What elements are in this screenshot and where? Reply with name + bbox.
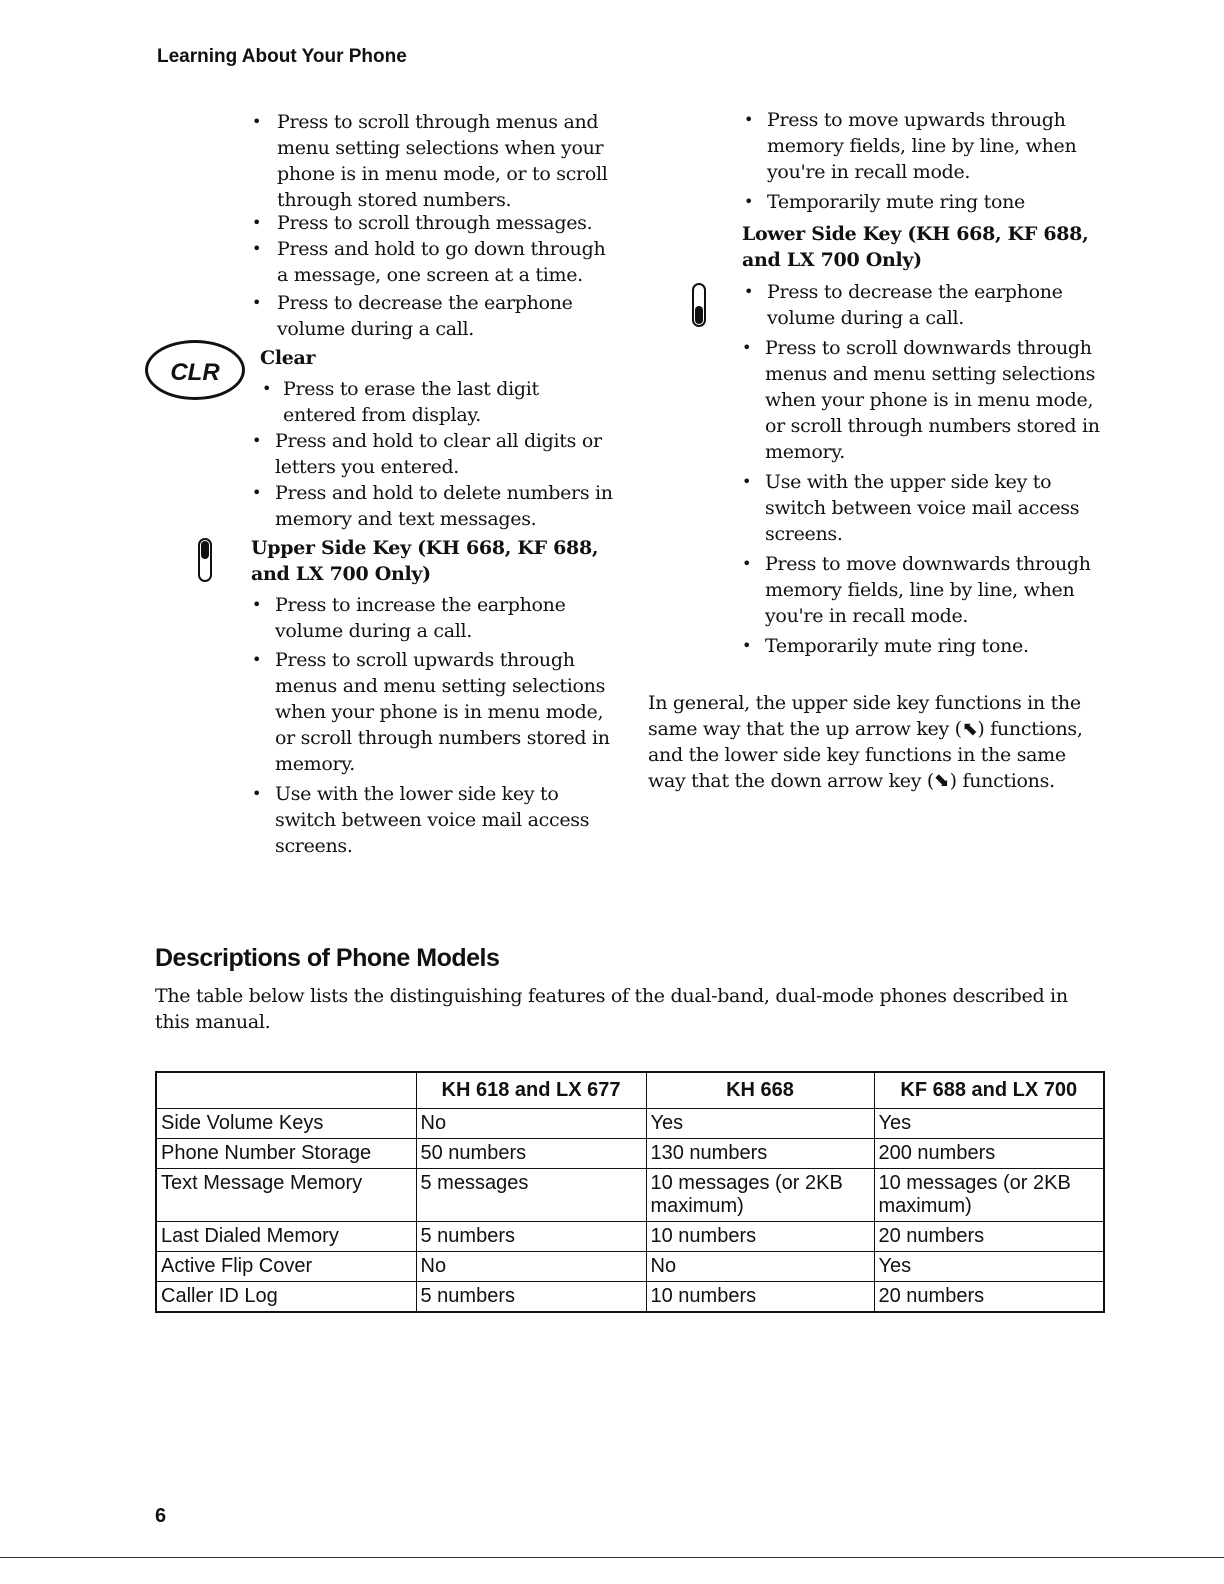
table-cell: Text Message Memory bbox=[156, 1169, 416, 1222]
left-bullet-2: Press to scroll through messages. bbox=[277, 212, 593, 234]
column-header bbox=[156, 1072, 416, 1109]
bullet: • bbox=[744, 282, 754, 301]
table-cell: Yes bbox=[646, 1109, 874, 1139]
bullet: • bbox=[742, 554, 752, 573]
left-bullet-1: Press to scroll through menus and menu setting selections when your phone is in menu mode, or to scroll through stored numbers. bbox=[277, 111, 608, 211]
bullet: • bbox=[742, 472, 752, 491]
table-cell: 10 messages (or 2KB maximum) bbox=[874, 1169, 1104, 1222]
page-number: 6 bbox=[155, 1505, 167, 1527]
column-header: KF 688 and LX 700 bbox=[874, 1072, 1104, 1109]
lower-side-key-icon bbox=[692, 283, 706, 327]
table-header-row bbox=[156, 1072, 1104, 1109]
bullet: • bbox=[252, 650, 262, 669]
bullet: • bbox=[252, 213, 262, 232]
table-row bbox=[156, 1222, 1104, 1252]
bullet: • bbox=[252, 431, 262, 450]
table-cell: No bbox=[646, 1252, 874, 1282]
table-cell: Yes bbox=[874, 1109, 1104, 1139]
table-cell: Active Flip Cover bbox=[156, 1252, 416, 1282]
bullet: • bbox=[252, 112, 262, 131]
section-heading: Descriptions of Phone Models bbox=[155, 944, 500, 972]
left-bullet-5: Press to erase the last digit entered from display. bbox=[283, 378, 539, 426]
footer-rule bbox=[0, 1557, 1224, 1558]
column-header: KH 668 bbox=[646, 1072, 874, 1109]
section-intro: The table below lists the distinguishing features of the dual-band, dual-mode phones described in this manual. bbox=[155, 985, 1068, 1033]
summary-paragraph: In general, the upper side key functions in the same way that the up arrow key (⬉) functions, and the lower side key functions in the same way that the down arrow key (⬊) functions. bbox=[648, 692, 1083, 792]
table-row bbox=[156, 1282, 1104, 1313]
column-header: KH 618 and LX 677 bbox=[416, 1072, 646, 1109]
bullet: • bbox=[252, 293, 262, 312]
bullet: • bbox=[252, 483, 262, 502]
table-cell: 20 numbers bbox=[874, 1222, 1104, 1252]
table-cell: No bbox=[416, 1252, 646, 1282]
bullet: • bbox=[252, 239, 262, 258]
table-cell: Phone Number Storage bbox=[156, 1139, 416, 1169]
table-row bbox=[156, 1169, 1104, 1222]
table-cell: 20 numbers bbox=[874, 1282, 1104, 1313]
left-bullet-3: Press and hold to go down through a message, one screen at a time. bbox=[277, 238, 606, 286]
table-cell: 5 numbers bbox=[416, 1222, 646, 1252]
left-bullet-8: Press to increase the earphone volume during a call. bbox=[275, 594, 566, 642]
left-bullet-9: Press to scroll upwards through menus and menu setting selections when your phone is in menu mode, or scroll through numbers stored in memory. bbox=[275, 649, 610, 775]
bullet: • bbox=[262, 379, 272, 398]
running-header: Learning About Your Phone bbox=[157, 46, 407, 67]
table-cell: No bbox=[416, 1109, 646, 1139]
table-row bbox=[156, 1139, 1104, 1169]
upper-side-key-heading: Upper Side Key (KH 668, KF 688, and LX 700 Only) bbox=[251, 537, 599, 585]
right-bullet-5: Use with the upper side key to switch between voice mail access screens. bbox=[765, 471, 1080, 545]
bullet: • bbox=[252, 595, 262, 614]
left-bullet-7: Press and hold to delete numbers in memory and text messages. bbox=[275, 482, 613, 530]
bullet: • bbox=[742, 338, 752, 357]
right-bullet-3: Press to decrease the earphone volume during a call. bbox=[767, 281, 1063, 329]
left-bullet-6: Press and hold to clear all digits or letters you entered. bbox=[275, 430, 602, 478]
table-cell: 50 numbers bbox=[416, 1139, 646, 1169]
left-bullet-10: Use with the lower side key to switch between voice mail access screens. bbox=[275, 783, 590, 857]
right-bullet-2: Temporarily mute ring tone bbox=[767, 191, 1026, 213]
clr-key-icon: CLR bbox=[145, 340, 245, 400]
bullet: • bbox=[742, 636, 752, 655]
table-cell: 10 numbers bbox=[646, 1222, 874, 1252]
table-cell: Yes bbox=[874, 1252, 1104, 1282]
table-cell: 10 numbers bbox=[646, 1282, 874, 1313]
clear-heading: Clear bbox=[260, 347, 316, 369]
table-row bbox=[156, 1109, 1104, 1139]
upper-side-key-icon bbox=[198, 538, 212, 582]
right-bullet-1: Press to move upwards through memory fields, line by line, when you're in recall mode. bbox=[767, 109, 1077, 183]
right-bullet-6: Press to move downwards through memory fields, line by line, when you're in recall mode. bbox=[765, 553, 1091, 627]
bullet: • bbox=[744, 192, 754, 211]
right-bullet-7: Temporarily mute ring tone. bbox=[765, 635, 1029, 657]
table-cell: 130 numbers bbox=[646, 1139, 874, 1169]
table-cell: 5 numbers bbox=[416, 1282, 646, 1313]
right-bullet-4: Press to scroll downwards through menus and menu setting selections when your phone is in menu mode, or scroll through numbers stored in memory. bbox=[765, 337, 1100, 463]
table-row bbox=[156, 1252, 1104, 1282]
phone-models-table bbox=[155, 1071, 1105, 1313]
left-bullet-4: Press to decrease the earphone volume during a call. bbox=[277, 292, 573, 340]
table-cell: 200 numbers bbox=[874, 1139, 1104, 1169]
lower-side-key-heading: Lower Side Key (KH 668, KF 688, and LX 700 Only) bbox=[742, 223, 1089, 271]
bullet: • bbox=[252, 784, 262, 803]
table-cell: 5 messages bbox=[416, 1169, 646, 1222]
bullet: • bbox=[744, 110, 754, 129]
table-cell: Side Volume Keys bbox=[156, 1109, 416, 1139]
table-cell: Caller ID Log bbox=[156, 1282, 416, 1313]
table-cell: 10 messages (or 2KB maximum) bbox=[646, 1169, 874, 1222]
table-cell: Last Dialed Memory bbox=[156, 1222, 416, 1252]
